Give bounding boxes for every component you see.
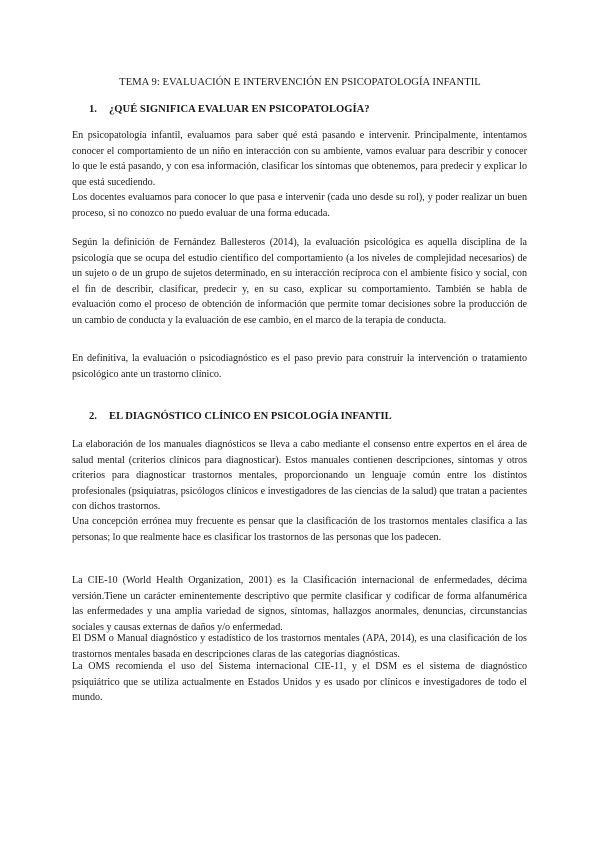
paragraph: Una concepción errónea muy frecuente es pensar que la clasificación de los trastornos mentales clasifica a las personas; lo que realmente hace es clasificar los trastornos de las personas que los padecen. (72, 516, 527, 543)
section-title: ¿QUÉ SIGNIFICA EVALUAR EN PSICOPATOLOGÍA? (109, 104, 370, 115)
paragraph: En definitiva, la evaluación o psicodiagnóstico es el paso previo para construir la intervención o tratamiento psicológico ante un trastorno clínico. (72, 353, 527, 380)
document-title: TEMA 9: EVALUACIÓN E INTERVENCIÓN EN PSICOPATOLOGÍA INFANTIL (119, 77, 481, 88)
section-number: 1. (89, 104, 97, 115)
section-title: EL DIAGNÓSTICO CLÍNICO EN PSICOLOGÍA INFANTIL (109, 411, 392, 422)
section-number: 2. (89, 411, 97, 422)
paragraph: Según la definición de Fernández Ballesteros (2014), la evaluación psicológica es aquella disciplina de la psicología que se ocupa del estudio científico del comportamiento (a los niveles de complejidad necesarios) de un sujeto o de un grupo de sujetos determinado, en su interacción recíproca con el ambiente físico y social, con el fin de describir, clasificar, predecir y, en su caso, explicar su comportamiento. También se habla de evaluación como el proceso de obtención de información que permite tomar decisiones sobre la producción de un cambio de conducta y la evaluación de ese cambio, en el marco de la terapia de conducta. (72, 237, 527, 326)
paragraph: La CIE-10 (World Health Organization, 2001) es la Clasificación internacional de enfermedades, décima versión.Tiene un carácter eminentemente descriptivo que permite clasificar y codificar de forma alfanumérica las enfermedades y una amplia variedad de signos, síntomas, hallazgos anormales, denuncias, circunstancias sociales y causas externas de daños y/o enfermedad. (72, 575, 527, 633)
section-heading-1 (89, 104, 370, 115)
paragraph: La elaboración de los manuales diagnósticos se lleva a cabo mediante el consenso entre expertos en el área de salud mental (criterios clínicos para diagnosticar). Estos manuales contienen descripciones, síntomas y otros criterios para diagnosticar trastornos mentales, proporcionando un lenguaje común entre los distintos profesionales (psiquiatras, psicólogos clínicos e investigadores de las ciencias de la salud) que tratan a pacientes con dichos trastornos. (72, 439, 527, 513)
paragraph: La OMS recomienda el uso del Sistema internacional CIE-11, y el DSM es el sistema de diagnóstico psiquiátrico que se utiliza actualmente en Estados Unidos y es usado por clínicos e investigadores de todo el mundo. (72, 661, 527, 704)
paragraph: Los docentes evaluamos para conocer lo que pasa e intervenir (cada uno desde su rol), y poder realizar un buen proceso, si no conozco no puedo evaluar de una forma educada. (72, 192, 527, 219)
section-heading-2 (89, 411, 392, 422)
paragraph: El DSM o Manual diagnóstico y estadístico de los trastornos mentales (APA, 2014), es una clasificación de los trastornos mentales basada en descripciones claras de las categorías diagnósticas. (72, 633, 527, 660)
paragraph: En psicopatología infantil, evaluamos para saber qué está pasando e intervenir. Principalmente, intentamos conocer el comportamiento de un niño en interacción con su ambiente, vamos evaluar para describir y conocer lo que le está pasando, y con esa información, clasificar los síntomas que obtenemos, para predecir y explicar lo que está sucediendo. (72, 130, 527, 188)
